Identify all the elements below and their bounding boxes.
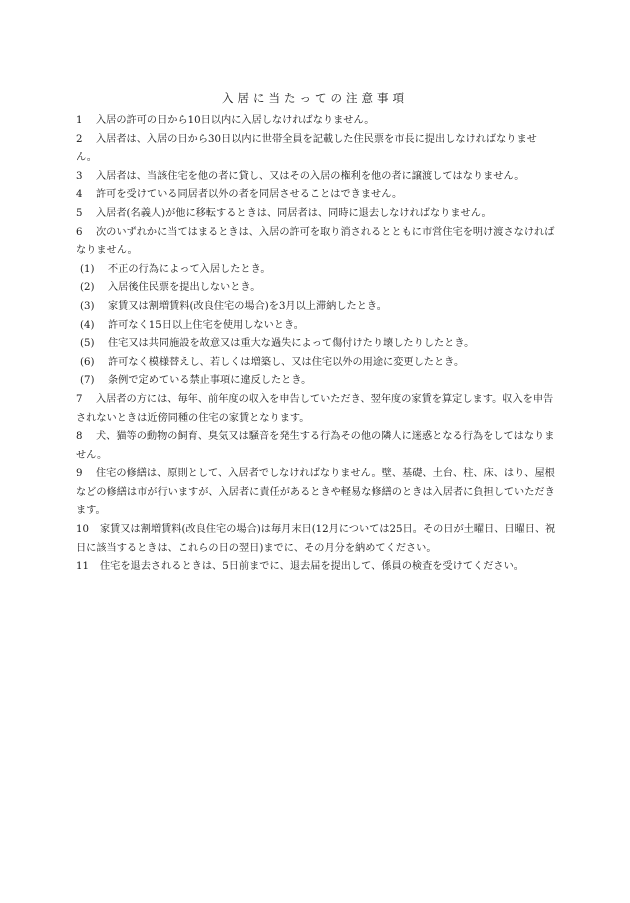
list-item <box>76 131 556 168</box>
item-text: 住宅又は共同施設を故意又は重大な過失によって傷付けたり壊したりしたとき。 <box>108 338 475 350</box>
sub-list-item <box>76 335 556 354</box>
sub-list-item <box>76 354 556 373</box>
list-item <box>76 168 556 187</box>
list-item <box>76 428 556 465</box>
item-number: (7) <box>80 375 95 387</box>
notice-list <box>76 112 556 577</box>
item-number: (3) <box>80 300 95 312</box>
list-item <box>76 186 556 205</box>
item-text: 入居者は、入居の日から30日以内に世帯全員を記載した住民票を市長に提出しなければなりません。 <box>76 133 537 164</box>
list-item <box>76 521 556 558</box>
list-item <box>76 391 556 428</box>
item-number: 3 <box>76 170 83 182</box>
item-text: 入居者(名義人)が他に移転するときは、同居者は、同時に退去しなければなりません。 <box>96 207 492 219</box>
item-text: 住宅を退去されるときは、5日前までに、退去届を提出して、係員の検査を受けてください。 <box>100 561 524 573</box>
item-number: 6 <box>76 226 83 238</box>
item-text: 許可なく15日以上住宅を使用しないとき。 <box>108 319 304 331</box>
item-number: 11 <box>76 561 89 573</box>
item-number: (5) <box>80 338 95 350</box>
sub-list-item <box>76 372 556 391</box>
item-text: 入居者は、当該住宅を他の者に貸し、又はその入居の権利を他の者に譲渡してはなりません。 <box>96 170 525 182</box>
item-text: 入居の許可の日から10日以内に入居しなければなりません。 <box>96 115 375 126</box>
list-item <box>76 224 556 261</box>
item-number: 8 <box>76 431 83 443</box>
item-number: 5 <box>76 207 83 219</box>
sub-list-item <box>76 317 556 336</box>
item-number: 4 <box>76 189 83 201</box>
list-item <box>76 205 556 224</box>
item-number: (1) <box>80 263 95 275</box>
list-item <box>76 465 556 521</box>
list-item <box>76 558 556 577</box>
item-text: 犬、猫等の動物の飼育、臭気又は騒音を発生する行為その他の隣人に迷惑となる行為をしてはなりません。 <box>76 431 555 461</box>
item-text: 住宅の修繕は、原則として、入居者でしなければなりません。壁、基礎、土台、柱、床、はり、屋根などの修繕は市が行いますが、入居者に責任があるときや軽易な修繕のときは入居者に負担していただきます。 <box>76 468 555 517</box>
item-number: 2 <box>76 133 83 145</box>
item-text: 入居者の方には、毎年、前年度の収入を申告していただき、翌年度の家賃を算定します。収入を申告されないときは近傍同種の住宅の家賃となります。 <box>76 393 554 424</box>
item-text: 入居後住民票を提出しないとき。 <box>108 282 261 294</box>
sub-list-item <box>76 298 556 317</box>
list-item <box>76 112 556 131</box>
item-text: 家賃又は割増賃料(改良住宅の場合)を3月以上滞納したとき。 <box>108 300 387 312</box>
item-number: 9 <box>76 468 83 480</box>
item-text: 許可なく模様替えし、若しくは増築し、又は住宅以外の用途に変更したとき。 <box>108 356 465 368</box>
sub-list-item <box>76 279 556 298</box>
item-text: 不正の行為によって入居したとき。 <box>108 263 271 275</box>
item-text: 条例で定めている禁止事項に違反したとき。 <box>108 375 312 387</box>
item-number: (6) <box>80 356 95 368</box>
item-number: 10 <box>76 524 89 536</box>
sub-list-item <box>76 261 556 280</box>
item-text: 家賃又は割増賃料(改良住宅の場合)は毎月末日(12月については25日。その日が土曜日、日曜日、祝日に該当するときは、これらの日の翌日)までに、その月分を納めてください。 <box>76 524 556 554</box>
item-text: 次のいずれかに当てはまるときは、入居の許可を取り消されるとともに市営住宅を明け渡さなければなりません。 <box>76 226 555 257</box>
item-text: 許可を受けている同居者以外の者を同居させることはできません。 <box>96 189 403 201</box>
item-number: (2) <box>80 282 95 294</box>
item-number: 1 <box>76 115 83 126</box>
page-title: 入居に当たっての注意事項 <box>222 91 408 105</box>
item-number: 7 <box>76 393 83 405</box>
item-number: (4) <box>80 319 95 331</box>
